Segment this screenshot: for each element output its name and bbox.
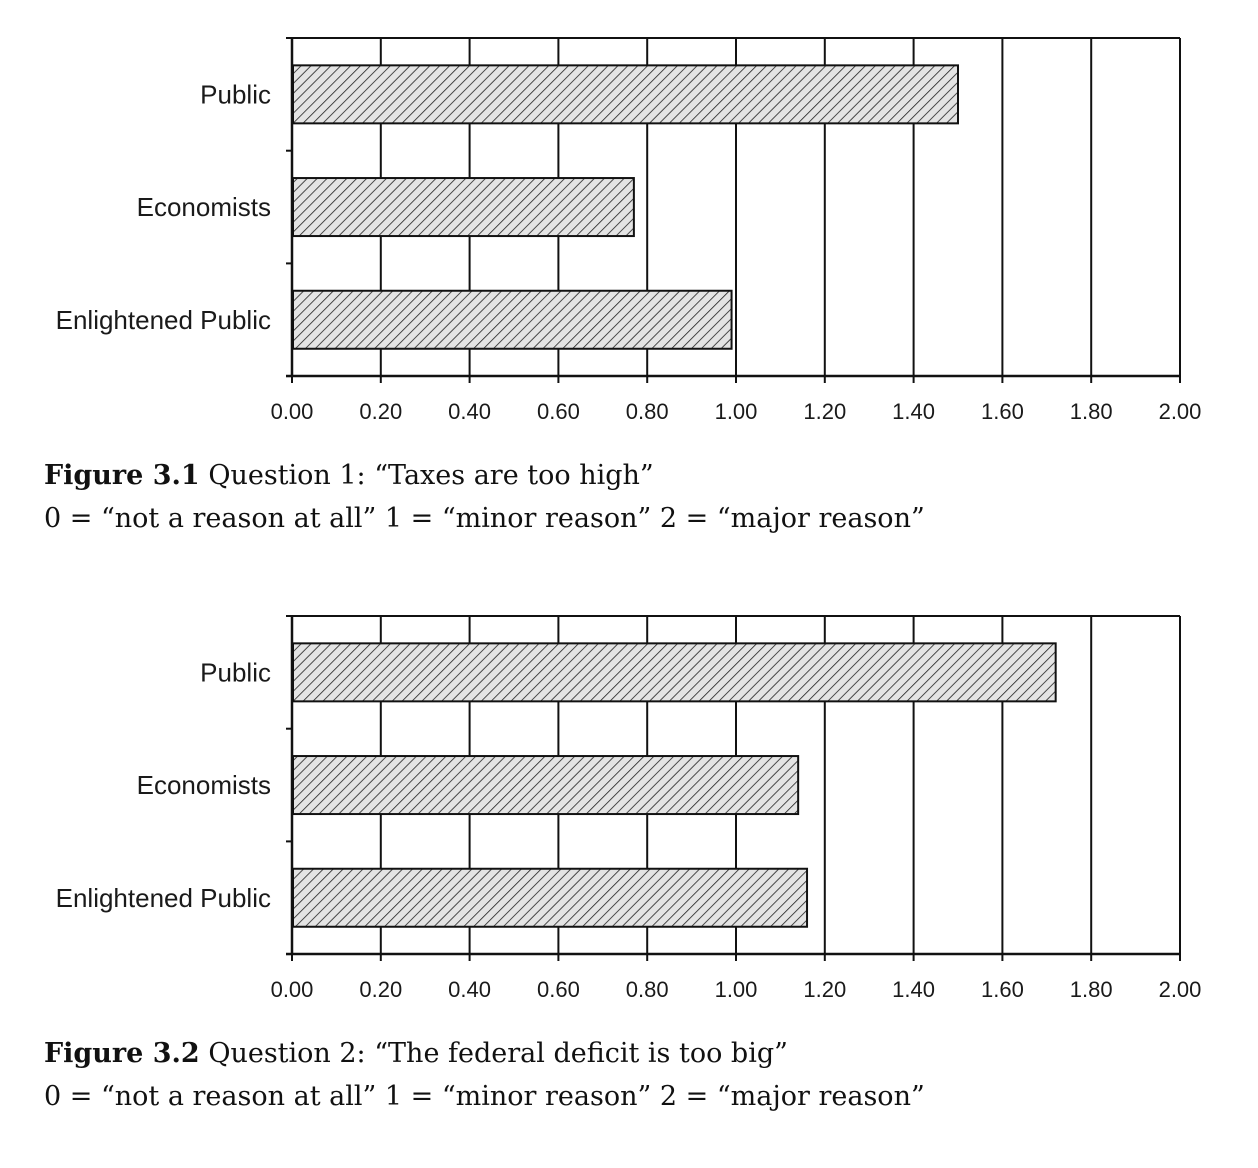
caption-question: Question 1: “Taxes are too high” [208,460,654,491]
x-tick-label: 1.80 [1069,399,1113,424]
figure-caption [44,454,925,540]
x-tick-label: 0.40 [448,977,492,1002]
x-tick-label: 1.60 [980,977,1024,1002]
x-tick-label: 0.80 [625,977,669,1002]
x-tick-label: 0.20 [359,977,403,1002]
bar-chart-3-1 [0,0,1258,440]
x-tick-label: 0.00 [270,977,314,1002]
x-tick-label: 1.80 [1069,977,1113,1002]
x-tick-label: 0.40 [448,399,492,424]
x-tick-label: 0.60 [536,977,580,1002]
x-tick-label: 0.80 [625,399,669,424]
category-label: Public [200,79,271,110]
category-label: Public [200,657,271,688]
category-label: Economists [136,770,271,801]
caption-title-line [44,1032,925,1075]
bar [293,291,732,349]
x-tick-label: 1.00 [714,977,758,1002]
bar [293,65,958,123]
category-label: Enlightened Public [55,304,271,335]
figure-caption [44,1032,925,1118]
bar-chart-3-2 [0,578,1258,1018]
x-tick-label: 2.00 [1158,399,1202,424]
x-tick-label: 1.20 [803,399,847,424]
x-tick-label: 0.00 [270,399,314,424]
x-tick-label: 0.20 [359,399,403,424]
caption-title-line [44,454,925,497]
caption-question: Question 2: “The federal deficit is too big” [208,1038,788,1069]
x-tick-label: 1.40 [892,399,936,424]
figure-number: Figure 3.2 [44,1038,200,1069]
x-tick-label: 0.60 [536,399,580,424]
caption-scale-note: 0 = “not a reason at all” 1 = “minor reason” 2 = “major reason” [44,1081,925,1112]
bar [293,869,807,927]
x-tick-label: 1.00 [714,399,758,424]
figure-number: Figure 3.1 [44,460,200,491]
x-tick-label: 1.60 [980,399,1024,424]
bar [293,643,1056,701]
category-label: Enlightened Public [55,882,271,913]
bar [293,756,798,814]
caption-scale-note: 0 = “not a reason at all” 1 = “minor reason” 2 = “major reason” [44,503,925,534]
bar [293,178,634,236]
category-label: Economists [136,192,271,223]
x-tick-label: 1.20 [803,977,847,1002]
x-tick-label: 2.00 [1158,977,1202,1002]
x-tick-label: 1.40 [892,977,936,1002]
